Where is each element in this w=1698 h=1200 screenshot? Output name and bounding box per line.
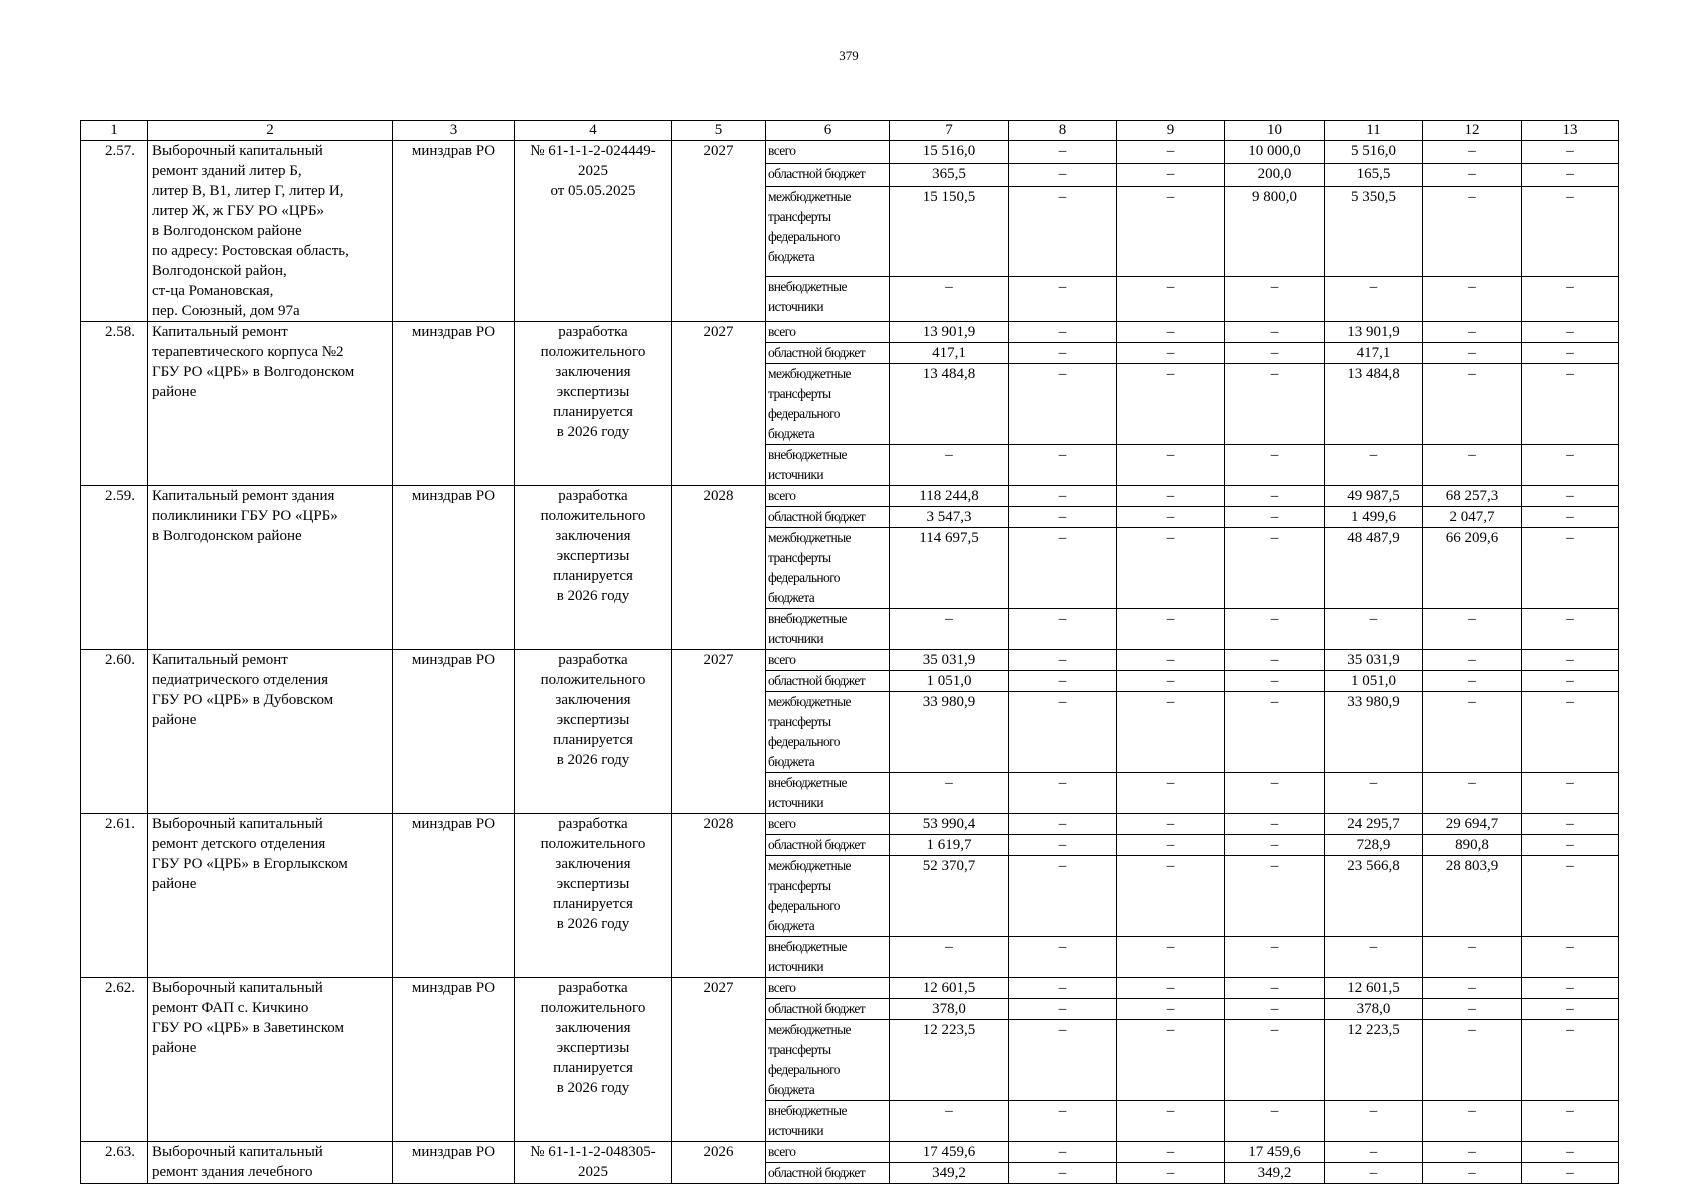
amount-cell: – — [1423, 650, 1522, 671]
amount-cell: – — [890, 1101, 1009, 1142]
expertise-document: разработка положительного заключения экспертизы планируется в 2026 году — [515, 978, 672, 1142]
funding-source: областной бюджет — [766, 164, 890, 187]
funding-source: межбюджетные трансферты федерального бюджета — [766, 692, 890, 773]
amount-cell: – — [1117, 978, 1225, 999]
amount-cell: – — [890, 773, 1009, 814]
funding-source: межбюджетные трансферты федерального бюджета — [766, 528, 890, 609]
amount-cell: – — [1117, 692, 1225, 773]
amount-cell: – — [1522, 528, 1619, 609]
amount-cell: – — [1522, 835, 1619, 856]
amount-cell: – — [1423, 1020, 1522, 1101]
amount-cell: – — [1423, 937, 1522, 978]
expertise-document: разработка положительного заключения экспертизы планируется в 2026 году — [515, 650, 672, 814]
amount-cell: – — [1009, 609, 1117, 650]
amount-cell: – — [1423, 671, 1522, 692]
header-cell: 12 — [1423, 121, 1522, 141]
funding-source: внебюджетные источники — [766, 773, 890, 814]
header-cell: 13 — [1522, 121, 1619, 141]
amount-cell: – — [1117, 1142, 1225, 1163]
amount-cell: – — [1009, 1142, 1117, 1163]
amount-cell: 33 980,9 — [1325, 692, 1423, 773]
amount-cell: – — [1225, 671, 1325, 692]
funding-source: областной бюджет — [766, 999, 890, 1020]
amount-cell: – — [1225, 445, 1325, 486]
amount-cell: 365,5 — [890, 164, 1009, 187]
funding-source: внебюджетные источники — [766, 937, 890, 978]
amount-cell: – — [1009, 507, 1117, 528]
completion-year: 2027 — [672, 141, 766, 322]
object-name: Выборочный капитальный ремонт ФАП с. Кичкино ГБУ РО «ЦРБ» в Заветинском районе — [148, 978, 393, 1142]
budget-table — [80, 120, 1619, 1184]
amount-cell: 23 566,8 — [1325, 856, 1423, 937]
amount-cell: – — [1522, 856, 1619, 937]
amount-cell: – — [1522, 187, 1619, 276]
amount-cell: – — [1009, 364, 1117, 445]
amount-cell: – — [1423, 445, 1522, 486]
amount-cell: 1 051,0 — [1325, 671, 1423, 692]
amount-cell: – — [1009, 322, 1117, 343]
amount-cell: – — [1423, 164, 1522, 187]
completion-year: 2027 — [672, 978, 766, 1142]
customer: минздрав РО — [393, 141, 515, 322]
amount-cell: – — [1423, 276, 1522, 321]
funding-source: областной бюджет — [766, 671, 890, 692]
funding-source: внебюджетные источники — [766, 276, 890, 321]
amount-cell: 15 150,5 — [890, 187, 1009, 276]
amount-cell: 5 516,0 — [1325, 141, 1423, 164]
amount-cell: 13 901,9 — [1325, 322, 1423, 343]
amount-cell: 417,1 — [1325, 343, 1423, 364]
funding-source: всего — [766, 814, 890, 835]
amount-cell: 118 244,8 — [890, 486, 1009, 507]
amount-cell: – — [890, 276, 1009, 321]
amount-cell: 24 295,7 — [1325, 814, 1423, 835]
amount-cell: 9 800,0 — [1225, 187, 1325, 276]
amount-cell: – — [1225, 999, 1325, 1020]
amount-cell: – — [1225, 322, 1325, 343]
amount-cell: – — [1009, 528, 1117, 609]
expertise-document: разработка положительного заключения экспертизы планируется в 2026 году — [515, 486, 672, 650]
funding-source: всего — [766, 486, 890, 507]
funding-source: областной бюджет — [766, 1163, 890, 1184]
amount-cell: – — [1009, 671, 1117, 692]
amount-cell: – — [1117, 507, 1225, 528]
amount-cell: 66 209,6 — [1423, 528, 1522, 609]
amount-cell: 49 987,5 — [1325, 486, 1423, 507]
object-name: Капитальный ремонт здания поликлиники ГБУ РО «ЦРБ» в Волгодонском районе — [148, 486, 393, 650]
object-name: Выборочный капитальный ремонт здания лечебного — [148, 1142, 393, 1184]
amount-cell: 890,8 — [1423, 835, 1522, 856]
amount-cell: – — [1225, 276, 1325, 321]
amount-cell: – — [1117, 671, 1225, 692]
row-number: 2.62. — [81, 978, 148, 1142]
amount-cell: – — [1225, 364, 1325, 445]
amount-cell: 33 980,9 — [890, 692, 1009, 773]
funding-source: межбюджетные трансферты федерального бюджета — [766, 364, 890, 445]
amount-cell: – — [890, 445, 1009, 486]
completion-year: 2027 — [672, 322, 766, 486]
amount-cell: – — [1009, 343, 1117, 364]
amount-cell: – — [1009, 276, 1117, 321]
amount-cell: 114 697,5 — [890, 528, 1009, 609]
amount-cell: – — [1423, 187, 1522, 276]
header-cell: 1 — [81, 121, 148, 141]
funding-source: внебюджетные источники — [766, 445, 890, 486]
amount-cell: – — [1225, 773, 1325, 814]
amount-cell: – — [1009, 937, 1117, 978]
expertise-document: № 61-1-1-2-024449- 2025 от 05.05.2025 — [515, 141, 672, 322]
amount-cell: – — [1117, 1163, 1225, 1184]
amount-cell: – — [1225, 978, 1325, 999]
amount-cell: 12 223,5 — [890, 1020, 1009, 1101]
amount-cell: 12 601,5 — [890, 978, 1009, 999]
amount-cell: – — [1117, 187, 1225, 276]
amount-cell: – — [1117, 486, 1225, 507]
amount-cell: – — [1009, 692, 1117, 773]
amount-cell: – — [1009, 1163, 1117, 1184]
amount-cell: – — [1225, 1020, 1325, 1101]
amount-cell: – — [1117, 141, 1225, 164]
amount-cell: – — [1522, 937, 1619, 978]
amount-cell: 13 484,8 — [890, 364, 1009, 445]
amount-cell: – — [1423, 141, 1522, 164]
table-row — [81, 322, 1619, 343]
expertise-document: разработка положительного заключения экспертизы планируется в 2026 году — [515, 814, 672, 978]
row-number: 2.63. — [81, 1142, 148, 1184]
amount-cell: 15 516,0 — [890, 141, 1009, 164]
funding-source: областной бюджет — [766, 343, 890, 364]
header-row — [81, 121, 1619, 141]
amount-cell: – — [1117, 164, 1225, 187]
header-cell: 6 — [766, 121, 890, 141]
amount-cell: – — [1522, 978, 1619, 999]
amount-cell: – — [1423, 1142, 1522, 1163]
amount-cell: – — [1009, 1020, 1117, 1101]
amount-cell: – — [1423, 1101, 1522, 1142]
funding-source: областной бюджет — [766, 835, 890, 856]
amount-cell: 200,0 — [1225, 164, 1325, 187]
amount-cell: – — [1225, 650, 1325, 671]
amount-cell: – — [1117, 937, 1225, 978]
amount-cell: 3 547,3 — [890, 507, 1009, 528]
funding-source: всего — [766, 1142, 890, 1163]
amount-cell: 349,2 — [890, 1163, 1009, 1184]
amount-cell: – — [1522, 671, 1619, 692]
amount-cell: – — [1325, 1101, 1423, 1142]
amount-cell: – — [1225, 528, 1325, 609]
amount-cell: 349,2 — [1225, 1163, 1325, 1184]
customer: минздрав РО — [393, 1142, 515, 1184]
amount-cell: – — [1325, 1142, 1423, 1163]
amount-cell: – — [1117, 276, 1225, 321]
amount-cell: 13 901,9 — [890, 322, 1009, 343]
funding-source: всего — [766, 141, 890, 164]
amount-cell: – — [1325, 609, 1423, 650]
amount-cell: – — [1117, 773, 1225, 814]
amount-cell: – — [1522, 141, 1619, 164]
amount-cell: – — [1522, 609, 1619, 650]
amount-cell: – — [1225, 486, 1325, 507]
amount-cell: – — [1117, 1020, 1225, 1101]
header-cell: 10 — [1225, 121, 1325, 141]
amount-cell: – — [1423, 322, 1522, 343]
amount-cell: – — [1423, 773, 1522, 814]
amount-cell: 378,0 — [890, 999, 1009, 1020]
amount-cell: – — [1423, 999, 1522, 1020]
amount-cell: – — [1522, 364, 1619, 445]
funding-source: всего — [766, 650, 890, 671]
amount-cell: – — [1325, 445, 1423, 486]
amount-cell: – — [890, 609, 1009, 650]
row-number: 2.61. — [81, 814, 148, 978]
amount-cell: – — [1522, 486, 1619, 507]
amount-cell: – — [1522, 164, 1619, 187]
amount-cell: – — [1009, 773, 1117, 814]
amount-cell: 165,5 — [1325, 164, 1423, 187]
object-name: Капитальный ремонт терапевтического корпуса №2 ГБУ РО «ЦРБ» в Волгодонском районе — [148, 322, 393, 486]
amount-cell: – — [1009, 978, 1117, 999]
amount-cell: – — [1423, 978, 1522, 999]
amount-cell: – — [1009, 856, 1117, 937]
amount-cell: – — [1423, 1163, 1522, 1184]
amount-cell: – — [1325, 1163, 1423, 1184]
amount-cell: – — [1225, 835, 1325, 856]
page-number: 379 — [839, 48, 859, 63]
amount-cell: – — [1522, 445, 1619, 486]
amount-cell: – — [1325, 773, 1423, 814]
amount-cell: 17 459,6 — [890, 1142, 1009, 1163]
funding-source: межбюджетные трансферты федерального бюджета — [766, 856, 890, 937]
amount-cell: 17 459,6 — [1225, 1142, 1325, 1163]
funding-source: областной бюджет — [766, 507, 890, 528]
amount-cell: 13 484,8 — [1325, 364, 1423, 445]
completion-year: 2028 — [672, 486, 766, 650]
amount-cell: 28 803,9 — [1423, 856, 1522, 937]
amount-cell: – — [1009, 1101, 1117, 1142]
amount-cell: – — [1009, 650, 1117, 671]
row-number: 2.57. — [81, 141, 148, 322]
amount-cell: – — [1117, 1101, 1225, 1142]
amount-cell: 5 350,5 — [1325, 187, 1423, 276]
amount-cell: 29 694,7 — [1423, 814, 1522, 835]
table-row — [81, 141, 1619, 164]
amount-cell: – — [1522, 1163, 1619, 1184]
amount-cell: – — [1117, 835, 1225, 856]
amount-cell: – — [1009, 445, 1117, 486]
amount-cell: 1 051,0 — [890, 671, 1009, 692]
amount-cell: – — [1423, 692, 1522, 773]
amount-cell: – — [1522, 322, 1619, 343]
amount-cell: – — [1117, 999, 1225, 1020]
amount-cell: – — [1117, 650, 1225, 671]
table-row — [81, 1142, 1619, 1163]
amount-cell: 48 487,9 — [1325, 528, 1423, 609]
row-number: 2.58. — [81, 322, 148, 486]
amount-cell: – — [1423, 343, 1522, 364]
header-cell: 9 — [1117, 121, 1225, 141]
customer: минздрав РО — [393, 978, 515, 1142]
row-number: 2.60. — [81, 650, 148, 814]
amount-cell: – — [1009, 164, 1117, 187]
funding-source: межбюджетные трансферты федерального бюджета — [766, 187, 890, 276]
funding-source: внебюджетные источники — [766, 1101, 890, 1142]
amount-cell: – — [1225, 343, 1325, 364]
amount-cell: – — [1325, 276, 1423, 321]
amount-cell: – — [1009, 999, 1117, 1020]
table-row — [81, 486, 1619, 507]
amount-cell: – — [1522, 1020, 1619, 1101]
amount-cell: – — [1009, 835, 1117, 856]
amount-cell: 1 499,6 — [1325, 507, 1423, 528]
amount-cell: – — [1117, 814, 1225, 835]
amount-cell: 12 223,5 — [1325, 1020, 1423, 1101]
funding-source: межбюджетные трансферты федерального бюджета — [766, 1020, 890, 1101]
header-cell: 8 — [1009, 121, 1117, 141]
amount-cell: – — [1117, 364, 1225, 445]
header-cell: 5 — [672, 121, 766, 141]
amount-cell: – — [1009, 486, 1117, 507]
amount-cell: 1 619,7 — [890, 835, 1009, 856]
amount-cell: – — [1522, 814, 1619, 835]
expertise-document: разработка положительного заключения экспертизы планируется в 2026 году — [515, 322, 672, 486]
amount-cell: – — [1423, 609, 1522, 650]
completion-year: 2028 — [672, 814, 766, 978]
customer: минздрав РО — [393, 814, 515, 978]
amount-cell: 728,9 — [1325, 835, 1423, 856]
object-name: Выборочный капитальный ремонт детского отделения ГБУ РО «ЦРБ» в Егорлыкском районе — [148, 814, 393, 978]
amount-cell: – — [1522, 999, 1619, 1020]
amount-cell: – — [1423, 364, 1522, 445]
amount-cell: – — [890, 937, 1009, 978]
amount-cell: – — [1117, 445, 1225, 486]
amount-cell: – — [1225, 1101, 1325, 1142]
row-number: 2.59. — [81, 486, 148, 650]
customer: минздрав РО — [393, 322, 515, 486]
amount-cell: – — [1009, 141, 1117, 164]
amount-cell: – — [1225, 814, 1325, 835]
amount-cell: 68 257,3 — [1423, 486, 1522, 507]
amount-cell: – — [1225, 937, 1325, 978]
amount-cell: 52 370,7 — [890, 856, 1009, 937]
amount-cell: – — [1117, 322, 1225, 343]
amount-cell: – — [1522, 1101, 1619, 1142]
expertise-document: № 61-1-1-2-048305- 2025 — [515, 1142, 672, 1184]
amount-cell: 35 031,9 — [890, 650, 1009, 671]
table-row — [81, 814, 1619, 835]
completion-year: 2026 — [672, 1142, 766, 1184]
table-row — [81, 650, 1619, 671]
amount-cell: – — [1009, 187, 1117, 276]
amount-cell: – — [1117, 856, 1225, 937]
object-name: Капитальный ремонт педиатрического отделения ГБУ РО «ЦРБ» в Дубовском районе — [148, 650, 393, 814]
amount-cell: 53 990,4 — [890, 814, 1009, 835]
header-cell: 11 — [1325, 121, 1423, 141]
amount-cell: – — [1522, 343, 1619, 364]
amount-cell: 35 031,9 — [1325, 650, 1423, 671]
customer: минздрав РО — [393, 486, 515, 650]
amount-cell: – — [1225, 507, 1325, 528]
amount-cell: 417,1 — [890, 343, 1009, 364]
header-cell: 2 — [148, 121, 393, 141]
amount-cell: – — [1522, 773, 1619, 814]
funding-source: всего — [766, 322, 890, 343]
funding-source: внебюджетные источники — [766, 609, 890, 650]
amount-cell: – — [1522, 1142, 1619, 1163]
table-row — [81, 978, 1619, 999]
object-name: Выборочный капитальный ремонт зданий литер Б, литер В, В1, литер Г, литер И, литер Ж, ж ГБУ РО «ЦРБ» в Волгодонском районе по адресу: Ростовская область, Волгодонской район, ст-ца Романовская, пер. Союзный, дом 97а — [148, 141, 393, 322]
amount-cell: – — [1009, 814, 1117, 835]
completion-year: 2027 — [672, 650, 766, 814]
amount-cell: – — [1117, 343, 1225, 364]
amount-cell: – — [1225, 856, 1325, 937]
customer: минздрав РО — [393, 650, 515, 814]
funding-source: всего — [766, 978, 890, 999]
amount-cell: 12 601,5 — [1325, 978, 1423, 999]
amount-cell: 378,0 — [1325, 999, 1423, 1020]
amount-cell: – — [1117, 609, 1225, 650]
header-cell: 7 — [890, 121, 1009, 141]
amount-cell: – — [1325, 937, 1423, 978]
amount-cell: – — [1522, 650, 1619, 671]
amount-cell: – — [1522, 276, 1619, 321]
amount-cell: – — [1522, 692, 1619, 773]
amount-cell: – — [1225, 692, 1325, 773]
amount-cell: 10 000,0 — [1225, 141, 1325, 164]
amount-cell: – — [1117, 528, 1225, 609]
amount-cell: 2 047,7 — [1423, 507, 1522, 528]
header-cell: 3 — [393, 121, 515, 141]
header-cell: 4 — [515, 121, 672, 141]
amount-cell: – — [1225, 609, 1325, 650]
amount-cell: – — [1522, 507, 1619, 528]
